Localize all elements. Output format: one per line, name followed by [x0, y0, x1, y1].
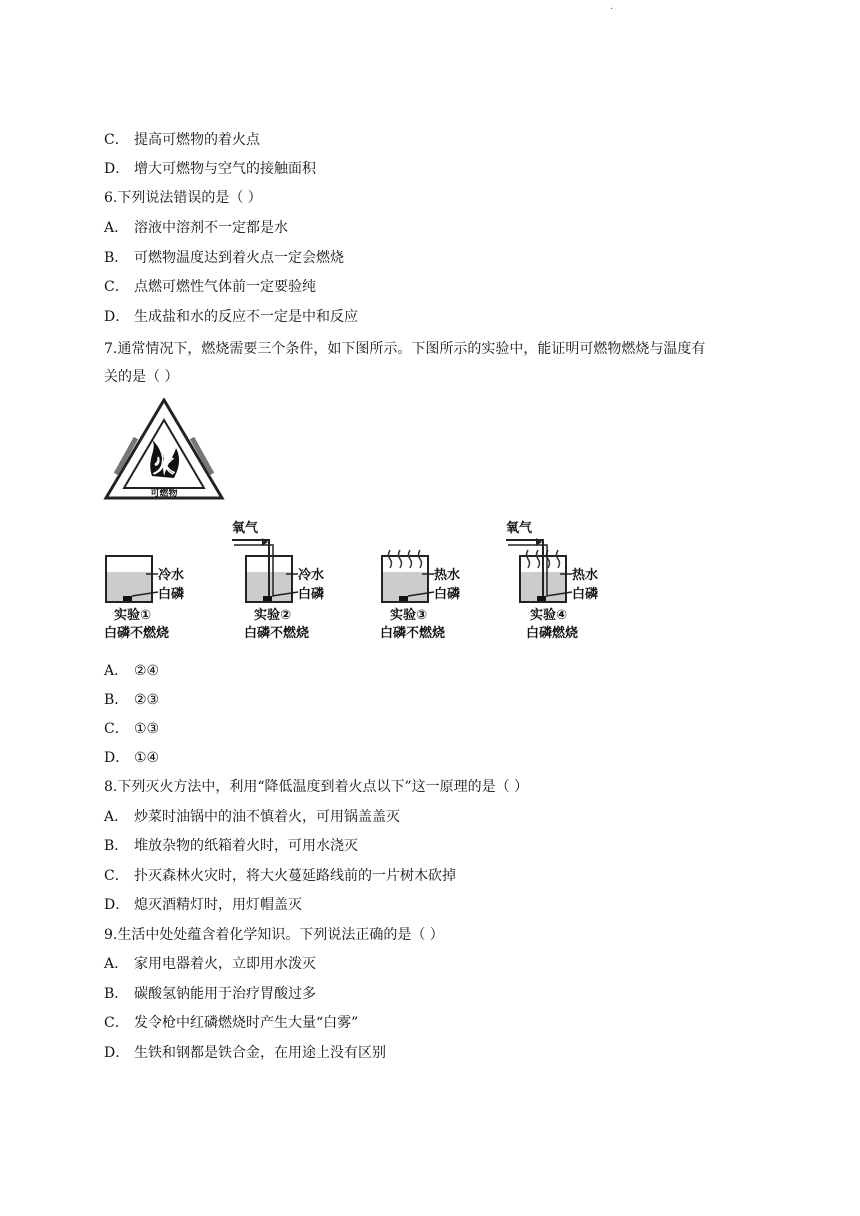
- option-text: 点燃可燃性气体前一定要验纯: [134, 279, 316, 295]
- phosphorus: [537, 596, 546, 601]
- option-letter: D．: [104, 1045, 130, 1061]
- experiment-name: 实验④: [530, 608, 568, 623]
- q6-stem: 6.下列说法错误的是（ ）: [104, 190, 262, 206]
- option-letter: C．: [104, 1015, 129, 1031]
- water-label: 热水: [434, 568, 461, 583]
- oxygen-label: 氧气: [232, 521, 259, 536]
- option-text: ①④: [134, 750, 160, 766]
- q6-option-a: [104, 218, 288, 238]
- option-text: 扑灭森林火灾时，将大火蔓延路线前的一片树木砍掉: [134, 868, 456, 884]
- option-text: 提高可燃物的着火点: [134, 132, 260, 148]
- q7-stem-line2: 关的是（ ）: [104, 369, 179, 385]
- experiment-2: [232, 520, 324, 641]
- option-letter: C．: [104, 868, 129, 884]
- option-letter: D．: [104, 897, 130, 913]
- experiment-name: 实验③: [390, 608, 428, 623]
- q7-stem-line1: 7.通常情况下，燃烧需要三个条件，如下图所示。下图所示的实验中，能证明可燃物燃烧与温度有: [104, 341, 706, 357]
- water-label: 热水: [572, 568, 599, 583]
- option-letter: B．: [104, 692, 129, 708]
- phosphorus-label: 白磷: [572, 587, 599, 602]
- option-text: 熄灭酒精灯时，用灯帽盖灭: [134, 897, 302, 913]
- option-letter: C．: [104, 279, 129, 295]
- q9-option-b: [104, 984, 316, 1004]
- option-letter: B．: [104, 986, 129, 1002]
- q7-option-c: [104, 719, 159, 739]
- phosphorus-label: 白磷: [434, 587, 461, 602]
- experiments-figure: [102, 516, 612, 646]
- q7-option-d: [104, 748, 159, 768]
- triangle-center-char: 火: [152, 452, 176, 478]
- phosphorus: [123, 596, 132, 601]
- option-text: 增大可燃物与空气的接触面积: [134, 161, 316, 177]
- q8-option-a: [104, 807, 400, 827]
- q5-option-d: [104, 159, 316, 179]
- q8-option-c: [104, 866, 456, 886]
- option-text: 堆放杂物的纸箱着火时，可用水浇灭: [134, 838, 358, 854]
- q7-option-b: [104, 690, 159, 710]
- q9-option-c: [104, 1013, 358, 1033]
- option-text: 碳酸氢钠能用于治疗胃酸过多: [134, 986, 316, 1002]
- option-text: 溶液中溶剂不一定都是水: [134, 220, 288, 236]
- phosphorus: [263, 596, 272, 601]
- q6-option-d: [104, 307, 358, 327]
- option-text: 生铁和钢都是铁合金，在用途上没有区别: [134, 1045, 386, 1061]
- q6-option-c: [104, 277, 316, 297]
- option-letter: A．: [104, 220, 129, 236]
- experiment-4: [506, 520, 598, 641]
- q8-option-d: [104, 895, 302, 915]
- option-text: 家用电器着火，立即用水泼灭: [134, 956, 316, 972]
- q8-stem: 8.下列灭火方法中，利用“降低温度到着火点以下”这一原理的是（ ）: [104, 779, 529, 795]
- q8-option-b: [104, 836, 358, 856]
- option-text: ②③: [134, 692, 160, 708]
- option-letter: C．: [104, 721, 129, 737]
- option-text: 炒菜时油锅中的油不慎着火，可用锅盖盖灭: [134, 809, 400, 825]
- header-mark: ·: [610, 4, 614, 15]
- oxygen-label: 氧气: [506, 521, 533, 536]
- option-text: 可燃物温度达到着火点一定会燃烧: [134, 250, 344, 266]
- experiment-name: 实验①: [114, 608, 152, 623]
- option-letter: D．: [104, 309, 130, 325]
- q9-stem: 9.生活中处处蕴含着化学知识。下列说法正确的是（ ）: [104, 927, 444, 943]
- water-label: 冷水: [298, 568, 325, 583]
- experiment-result: 白磷不燃烧: [244, 626, 310, 641]
- option-letter: B．: [104, 838, 129, 854]
- q5-option-c: [104, 130, 260, 150]
- experiment-result: 白磷不燃烧: [380, 626, 446, 641]
- phosphorus-label: 白磷: [158, 587, 185, 602]
- option-letter: A．: [104, 956, 129, 972]
- experiment-3: [380, 550, 460, 641]
- option-letter: B．: [104, 250, 129, 266]
- q7-option-a: [104, 661, 159, 681]
- option-text: ①③: [134, 721, 160, 737]
- experiment-name: 实验②: [254, 608, 292, 623]
- steam-icon: [389, 550, 422, 568]
- q9-option-d: [104, 1043, 386, 1063]
- option-letter: A．: [104, 663, 129, 679]
- option-letter: C．: [104, 132, 129, 148]
- option-text: 生成盐和水的反应不一定是中和反应: [134, 309, 358, 325]
- option-letter: D．: [104, 161, 130, 177]
- option-letter: A．: [104, 809, 129, 825]
- q6-option-b: [104, 248, 344, 268]
- option-text: ②④: [134, 663, 160, 679]
- phosphorus-label: 白磷: [298, 587, 325, 602]
- phosphorus: [399, 596, 408, 601]
- experiment-1: [104, 556, 184, 641]
- experiment-result: 白磷燃烧: [526, 626, 579, 641]
- triangle-bottom-label: 可燃物: [150, 489, 178, 499]
- experiment-result: 白磷不燃烧: [104, 626, 170, 641]
- combustion-triangle-figure: [102, 398, 226, 502]
- option-letter: D．: [104, 750, 130, 766]
- water-label: 冷水: [158, 568, 185, 583]
- q9-option-a: [104, 954, 316, 974]
- option-text: 发令枪中红磷燃烧时产生大量“白雾”: [134, 1015, 359, 1031]
